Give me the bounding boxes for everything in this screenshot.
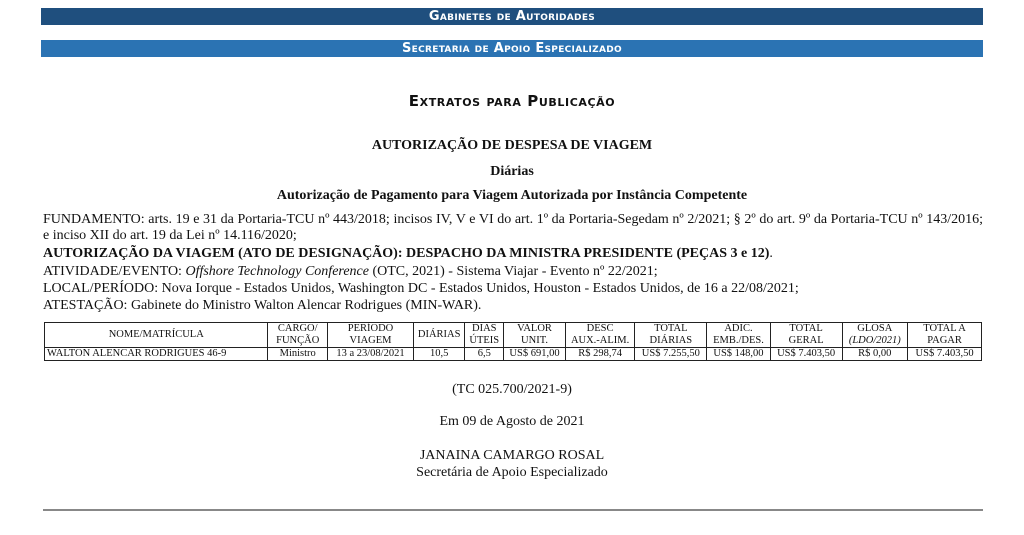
subtitle-autorizacao: AUTORIZAÇÃO DE DESPESA DE VIAGEM bbox=[371, 138, 653, 153]
page-title: Extratos para Publicação bbox=[408, 92, 616, 110]
col-header-total-pagar: TOTAL A PAGAR bbox=[908, 323, 982, 348]
autorizacao-end: . bbox=[769, 246, 773, 261]
atividade-event-name: Offshore Technology Conference bbox=[185, 264, 369, 279]
atividade-prefix: ATIVIDADE/EVENTO: bbox=[43, 264, 186, 279]
col-header-total-geral: TOTAL GERAL bbox=[770, 323, 842, 348]
col-header-valor-unit: VALOR UNIT. bbox=[504, 323, 566, 348]
col-header-glosa: GLOSA (LDO/2021) bbox=[842, 323, 908, 348]
diarias-table bbox=[44, 322, 982, 361]
signer-name: JANAINA CAMARGO ROSAL bbox=[419, 448, 605, 463]
table-header-row bbox=[45, 323, 982, 348]
table-row bbox=[45, 348, 982, 361]
autorizacao-text: AUTORIZAÇÃO DA VIAGEM (ATO DE DESIGNAÇÃO): DESPACHO DA MINISTRA PRESIDENTE (PEÇAS 3 e 12) bbox=[43, 246, 770, 261]
col-header-adic: ADIC. EMB./DES. bbox=[707, 323, 771, 348]
col-header-desc-aux: DESC AUX.-ALIM. bbox=[565, 323, 635, 348]
cell-nome: WALTON ALENCAR RODRIGUES 46-9 bbox=[45, 348, 268, 361]
cell-glosa: R$ 0,00 bbox=[842, 348, 908, 361]
local-line: LOCAL/PERÍODO: Nova Iorque - Estados Unidos, Washington DC - Estados Unidos, Houston - Estados Unidos, de 16 a 22/08/2021; bbox=[43, 281, 799, 296]
col-header-cargo: CARGO/ FUNÇÃO bbox=[268, 323, 327, 348]
cell-adic: US$ 148,00 bbox=[707, 348, 771, 361]
signer-role: Secretária de Apoio Especializado bbox=[416, 465, 608, 480]
section-bar-gabinetes-label: Gabinetes de Autoridades bbox=[428, 9, 596, 24]
cell-periodo: 13 a 23/08/2021 bbox=[327, 348, 413, 361]
col-header-diarias: DIÁRIAS bbox=[414, 323, 465, 348]
section-bar-gabinetes bbox=[41, 8, 983, 25]
cell-dias-uteis: 6,5 bbox=[465, 348, 504, 361]
cell-cargo: Ministro bbox=[268, 348, 327, 361]
section-bar-secretaria bbox=[41, 40, 983, 57]
atividade-suffix: (OTC, 2021) - Sistema Viajar - Evento nº 22/2021; bbox=[368, 264, 658, 279]
col-header-nome: NOME/MATRÍCULA bbox=[45, 323, 268, 348]
cell-valor-unit: US$ 691,00 bbox=[504, 348, 566, 361]
subtitle-diarias: Diárias bbox=[490, 164, 534, 179]
subtitle-pagamento: Autorização de Pagamento para Viagem Autorizada por Instância Competente bbox=[276, 188, 748, 203]
autorizacao-line bbox=[43, 246, 983, 262]
col-header-dias-uteis: DIAS ÚTEIS bbox=[465, 323, 504, 348]
cell-desc-aux: R$ 298,74 bbox=[565, 348, 635, 361]
cell-diarias: 10,5 bbox=[414, 348, 465, 361]
col-header-total-diarias: TOTAL DIÁRIAS bbox=[635, 323, 707, 348]
atestacao-line: ATESTAÇÃO: Gabinete do Ministro Walton Alencar Rodrigues (MIN-WAR). bbox=[43, 298, 482, 313]
atividade-line bbox=[43, 264, 983, 280]
bottom-divider bbox=[43, 509, 983, 511]
cell-total-geral: US$ 7.403,50 bbox=[770, 348, 842, 361]
cell-total-diarias: US$ 7.255,50 bbox=[635, 348, 707, 361]
col-header-periodo: PERÍODO VIAGEM bbox=[327, 323, 413, 348]
fundamento-paragraph: FUNDAMENTO: arts. 19 e 31 da Portaria-TCU nº 443/2018; incisos IV, V e VI do art. 1º da Portaria-Segedam nº 2/2021; § 2º do art. 9º da Portaria-TCU nº 143/2016; e inciso XII do art. 19 da Lei nº 14.116/2020; bbox=[43, 212, 983, 243]
section-bar-secretaria-label: Secretaria de Apoio Especializado bbox=[402, 41, 622, 56]
date-line: Em 09 de Agosto de 2021 bbox=[439, 414, 585, 429]
tc-number: (TC 025.700/2021-9) bbox=[452, 382, 572, 397]
cell-total-pagar: US$ 7.403,50 bbox=[908, 348, 982, 361]
